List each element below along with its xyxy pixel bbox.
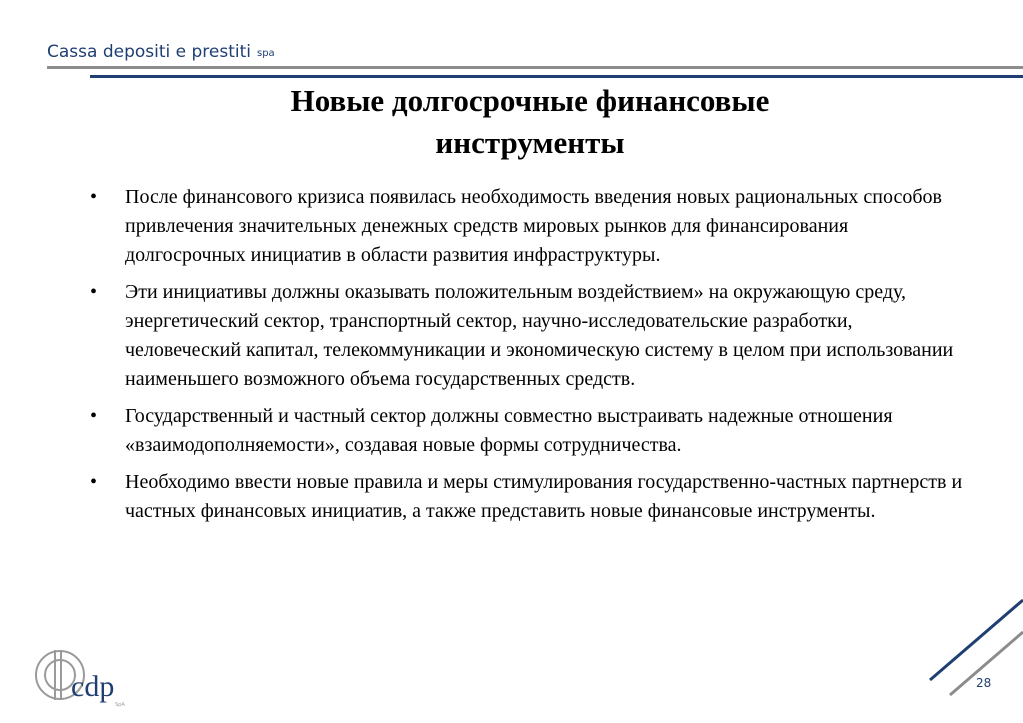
bullet-item (90, 183, 970, 270)
bullet-text: После финансового кризиса появилась необходимость введения новых рациональных способов привлечения значительных денежных средств мировых рынков для финансирования долгосрочных инициатив в области развития инфраструктуры. (125, 186, 942, 266)
bullet-list (90, 183, 970, 534)
header-rule-gray (47, 66, 1023, 69)
logo-sub: SpA (115, 702, 125, 708)
corner-decoration (900, 560, 1023, 723)
bullet-item (90, 402, 970, 460)
page-number: 28 (976, 676, 992, 690)
brand-suffix: spa (257, 48, 275, 59)
bullet-item (90, 468, 970, 526)
bullet-icon: • (90, 471, 98, 493)
bullet-icon: • (90, 405, 98, 427)
logo-text: cdp (71, 670, 115, 703)
slide-title-line-2: инструменты (435, 125, 625, 160)
cdp-logo (33, 640, 133, 710)
brand-name: Cassa depositi e prestiti (47, 42, 251, 62)
header-rule-blue (90, 75, 1023, 78)
bullet-text: Эти инициативы должны оказывать положительным воздействием» на окружающую среду, энергетический сектор, транспортный сектор, научно-исследовательские разработки, человеческий капитал, телекоммуникации и экономическую систему в целом при использовании наименьшего возможного объема государственных средств. (125, 281, 954, 390)
corner-line-blue (930, 600, 1023, 680)
bullet-icon: • (90, 281, 98, 303)
brand-header (47, 42, 275, 62)
bullet-text: Необходимо ввести новые правила и меры стимулирования государственно-частных партнерств и частных финансовых инициатив, а также представить новые финансовые инструменты. (125, 471, 963, 522)
slide-title-line-1: Новые долгосрочные финансовые (290, 83, 770, 118)
bullet-text: Государственный и частный сектор должны совместно выстраивать надежные отношения «взаимодополняемости», создавая новые формы сотрудничества. (125, 405, 893, 456)
bullet-item (90, 278, 970, 394)
bullet-icon: • (90, 186, 98, 208)
slide-title (150, 80, 910, 164)
